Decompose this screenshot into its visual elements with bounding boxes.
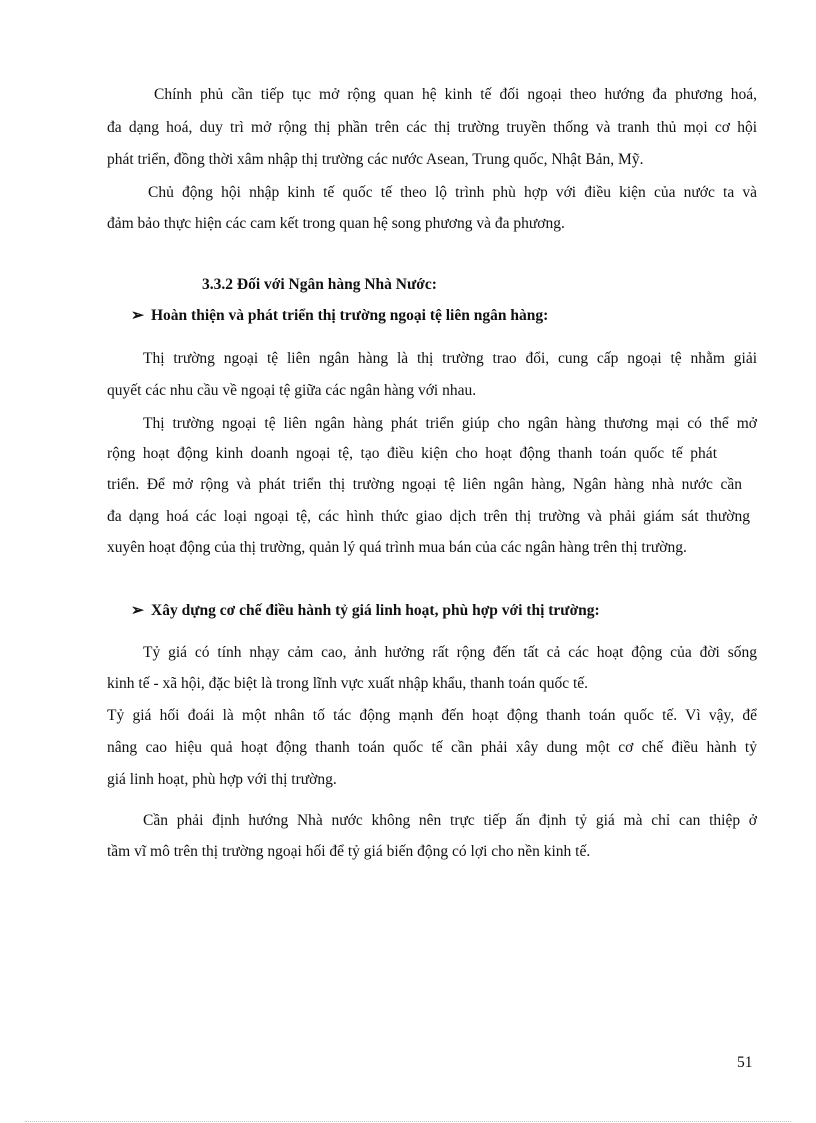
paragraph-line: nâng cao hiệu quả hoạt động thanh toán quốc tế cần phải xây dung một cơ chế điều hành tỷ	[107, 739, 757, 756]
paragraph-line: quyết các nhu cầu về ngoại tệ giữa các ngân hàng với nhau.	[107, 382, 477, 399]
paragraph-line: Tỷ giá hối đoái là một nhân tố tác động mạnh đến hoạt động thanh toán quốc tế. Vì vậy, để	[107, 707, 757, 724]
bullet-heading	[131, 306, 548, 326]
paragraph-line: đa dạng hoá, duy trì mở rộng thị phần trên các thị trường truyền thống và tranh thủ mọi cơ hội	[107, 119, 757, 136]
paragraph-line: Cần phải định hướng Nhà nước không nên trực tiếp ấn định tỷ giá mà chỉ can thiệp ở	[143, 812, 757, 829]
paragraph-line: xuyên hoạt động của thị trường, quản lý quá trình mua bán của các ngân hàng trên thị trường.	[107, 539, 687, 556]
paragraph-line: Thị trường ngoại tệ liên ngân hàng là thị trường trao đổi, cung cấp ngoại tệ nhằm giải	[143, 350, 757, 367]
paragraph-line: Chủ động hội nhập kinh tế quốc tế theo lộ trình phù hợp với điều kiện của nước ta và	[148, 184, 757, 201]
paragraph-line: đa dạng hoá các loại ngoại tệ, các hình thức giao dịch trên thị trường và phải giám sát thường	[107, 508, 750, 525]
bullet-heading-text: Xây dựng cơ chế điều hành tỷ giá linh hoạt, phù hợp với thị trường:	[151, 602, 600, 619]
page-number: 51	[737, 1054, 753, 1071]
paragraph-line: Chính phủ cần tiếp tục mở rộng quan hệ kinh tế đối ngoại theo hướng đa phương hoá,	[154, 86, 757, 103]
arrow-bullet-icon: ➢	[131, 602, 144, 619]
arrow-bullet-icon: ➢	[131, 307, 144, 324]
page-bottom-divider	[25, 1121, 791, 1122]
paragraph-line: tầm vĩ mô trên thị trường ngoại hối để tỷ giá biến động có lợi cho nền kinh tế.	[107, 843, 591, 860]
paragraph-line: Tỷ giá có tính nhạy cảm cao, ảnh hưởng rất rộng đến tất cả các hoạt động của đời sống	[143, 644, 757, 661]
paragraph-line: rộng hoạt động kinh doanh ngoại tệ, tạo điều kiện cho hoạt động thanh toán quốc tế phát	[107, 445, 717, 462]
bullet-heading	[131, 601, 600, 621]
paragraph-line: đảm bảo thực hiện các cam kết trong quan hệ song phương và đa phương.	[107, 215, 565, 232]
paragraph-line: kinh tế - xã hội, đặc biệt là trong lĩnh vực xuất nhập khẩu, thanh toán quốc tế.	[107, 675, 589, 692]
paragraph-line: Thị trường ngoại tệ liên ngân hàng phát triển giúp cho ngân hàng thương mại có thể mở	[143, 415, 757, 432]
section-heading: 3.3.2 Đối với Ngân hàng Nhà Nước:	[202, 276, 437, 293]
paragraph-line: phát triển, đồng thời xâm nhập thị trường các nước Asean, Trung quốc, Nhật Bản, Mỹ.	[107, 151, 644, 168]
paragraph-line: triển. Để mở rộng và phát triển thị trường ngoại tệ liên ngân hàng, Ngân hàng nhà nước cần	[107, 476, 742, 493]
paragraph-line: giá linh hoạt, phù hợp với thị trường.	[107, 771, 337, 788]
bullet-heading-text: Hoàn thiện và phát triển thị trường ngoại tệ liên ngân hàng:	[151, 307, 549, 324]
